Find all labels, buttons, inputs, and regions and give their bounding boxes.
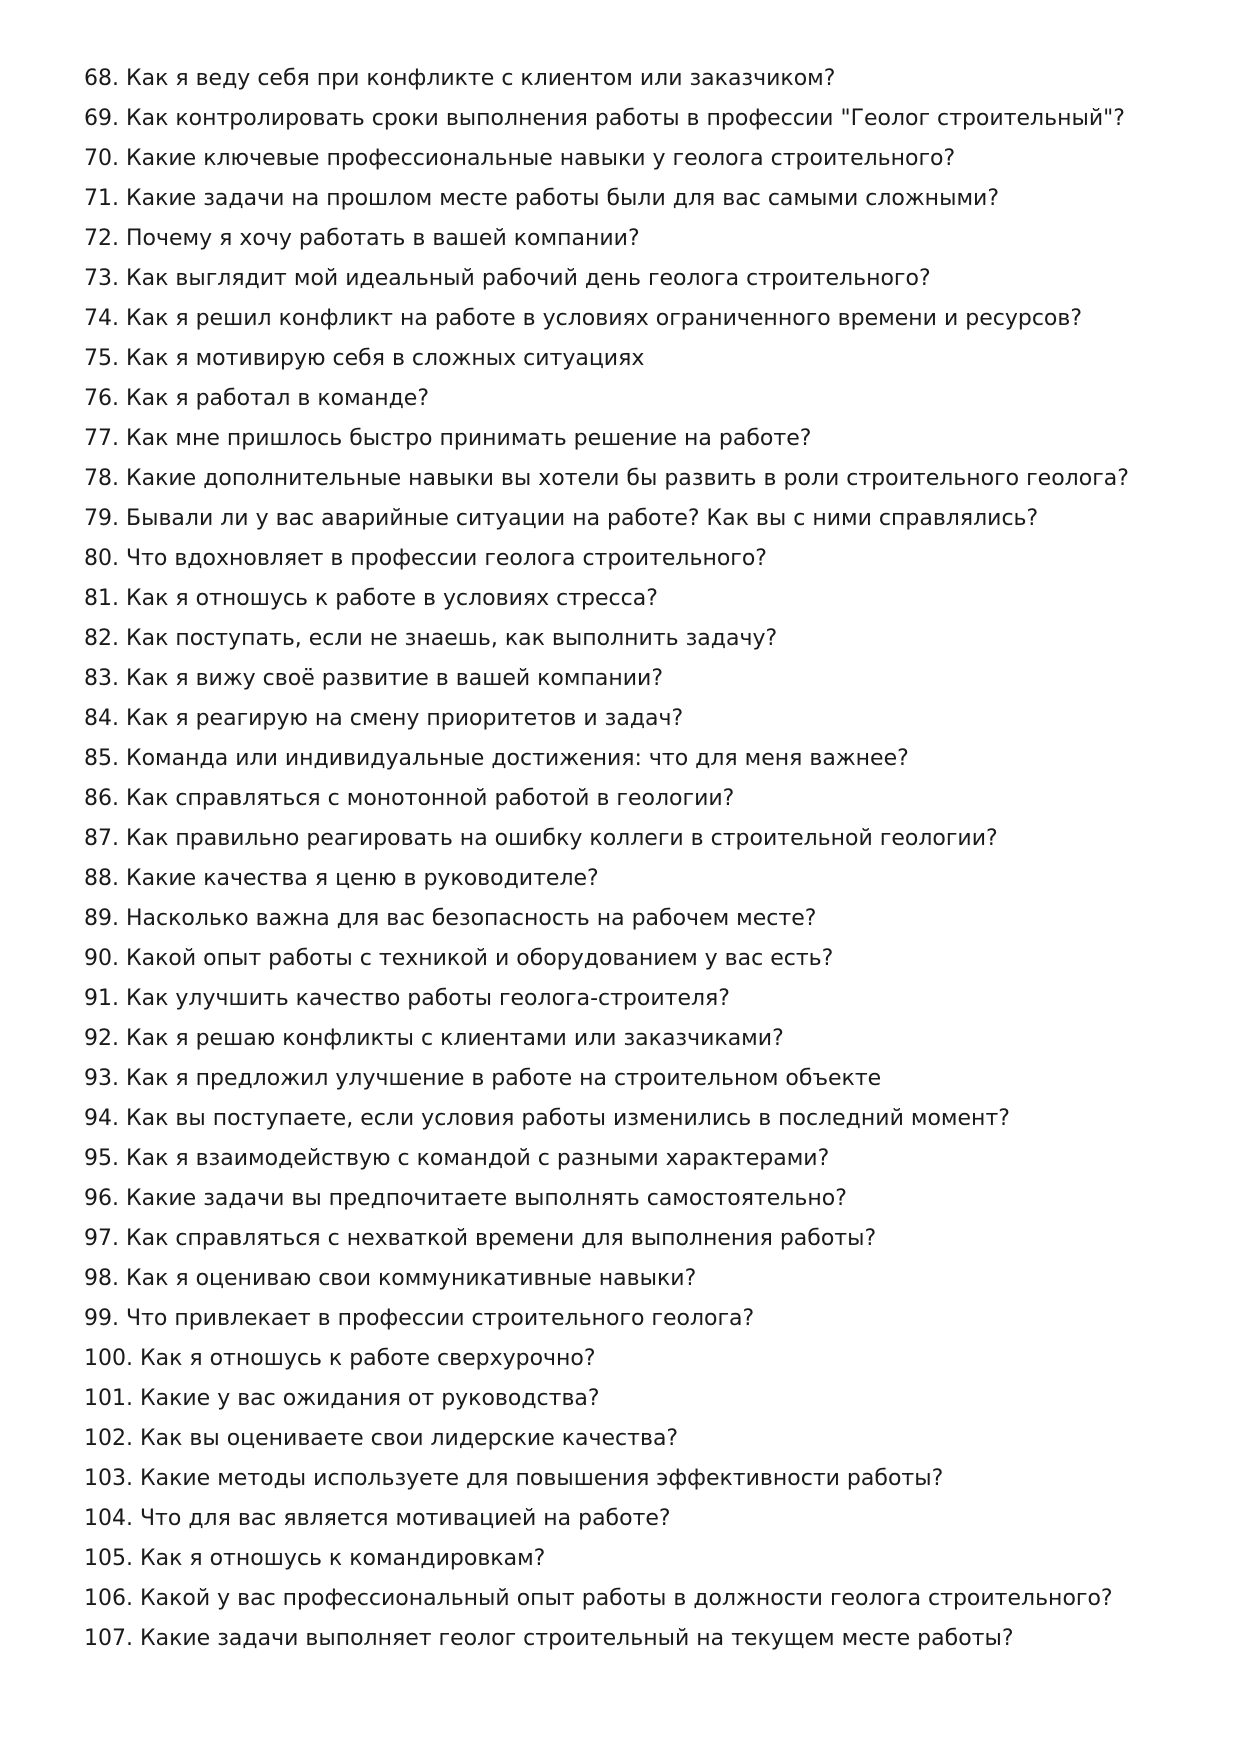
question-item: 74. Как я решил конфликт на работе в условиях ограниченного времени и ресурсов? (84, 306, 1083, 331)
question-item: 96. Какие задачи вы предпочитаете выполнять самостоятельно? (84, 1186, 847, 1211)
question-item: 68. Как я веду себя при конфликте с клиентом или заказчиком? (84, 66, 836, 91)
question-item: 103. Какие методы используете для повышения эффективности работы? (84, 1466, 944, 1491)
question-item: 100. Как я отношусь к работе сверхурочно? (84, 1346, 596, 1371)
question-item: 69. Как контролировать сроки выполнения работы в профессии "Геолог строительный"? (84, 106, 1125, 131)
question-item: 71. Какие задачи на прошлом месте работы были для вас самыми сложными? (84, 186, 1000, 211)
question-item: 98. Как я оцениваю свои коммуникативные навыки? (84, 1266, 697, 1291)
question-item: 92. Как я решаю конфликты с клиентами или заказчиками? (84, 1026, 784, 1051)
question-item: 77. Как мне пришлось быстро принимать решение на работе? (84, 426, 812, 451)
question-item: 93. Как я предложил улучшение в работе на строительном объекте (84, 1066, 882, 1091)
question-item: 81. Как я отношусь к работе в условиях стресса? (84, 586, 658, 611)
question-item: 97. Как справляться с нехваткой времени для выполнения работы? (84, 1226, 877, 1251)
question-item: 86. Как справляться с монотонной работой в геологии? (84, 786, 735, 811)
question-item: 72. Почему я хочу работать в вашей компании? (84, 226, 640, 251)
question-item: 90. Какой опыт работы с техникой и оборудованием у вас есть? (84, 946, 834, 971)
question-item: 107. Какие задачи выполняет геолог строительный на текущем месте работы? (84, 1626, 1014, 1651)
question-item: 101. Какие у вас ожидания от руководства? (84, 1386, 600, 1411)
question-item: 73. Как выглядит мой идеальный рабочий день геолога строительного? (84, 266, 931, 291)
question-item: 85. Команда или индивидуальные достижения: что для меня важнее? (84, 746, 909, 771)
question-item: 79. Бывали ли у вас аварийные ситуации на работе? Как вы с ними справлялись? (84, 506, 1039, 531)
question-item: 89. Насколько важна для вас безопасность на рабочем месте? (84, 906, 817, 931)
question-item: 78. Какие дополнительные навыки вы хотели бы развить в роли строительного геолога? (84, 466, 1129, 491)
question-item: 95. Как я взаимодействую с командой с разными характерами? (84, 1146, 830, 1171)
question-item: 82. Как поступать, если не знаешь, как выполнить задачу? (84, 626, 778, 651)
question-item: 91. Как улучшить качество работы геолога-строителя? (84, 986, 730, 1011)
question-list (84, 63, 1129, 1663)
question-item: 88. Какие качества я ценю в руководителе? (84, 866, 599, 891)
question-item: 80. Что вдохновляет в профессии геолога строительного? (84, 546, 767, 571)
question-item: 105. Как я отношусь к командировкам? (84, 1546, 546, 1571)
question-item: 83. Как я вижу своё развитие в вашей компании? (84, 666, 664, 691)
question-item: 94. Как вы поступаете, если условия работы изменились в последний момент? (84, 1106, 1010, 1131)
question-item: 84. Как я реагирую на смену приоритетов и задач? (84, 706, 684, 731)
question-item: 104. Что для вас является мотивацией на работе? (84, 1506, 671, 1531)
question-item: 102. Как вы оцениваете свои лидерские качества? (84, 1426, 679, 1451)
question-item: 99. Что привлекает в профессии строительного геолога? (84, 1306, 755, 1331)
question-item: 75. Как я мотивирую себя в сложных ситуациях (84, 346, 645, 371)
question-item: 76. Как я работал в команде? (84, 386, 430, 411)
question-item: 70. Какие ключевые профессиональные навыки у геолога строительного? (84, 146, 956, 171)
question-item: 106. Какой у вас профессиональный опыт работы в должности геолога строительного? (84, 1586, 1113, 1611)
question-item: 87. Как правильно реагировать на ошибку коллеги в строительной геологии? (84, 826, 998, 851)
